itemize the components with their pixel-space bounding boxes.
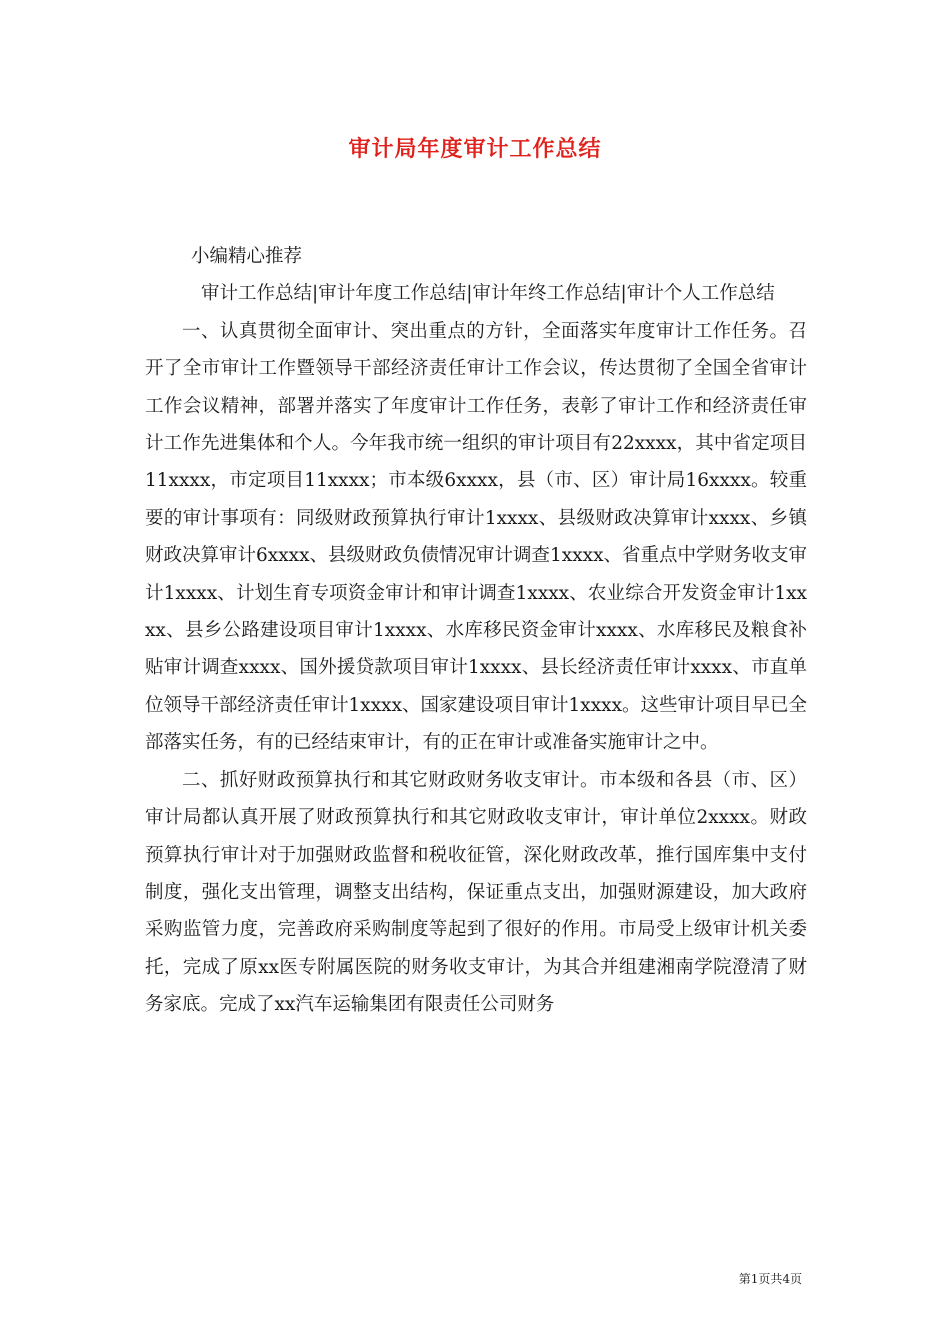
page-footer: 第1页共4页	[738, 1272, 802, 1286]
paragraph-1: 一、认真贯彻全面审计、突出重点的方针，全面落实年度审计工作任务。召开了全市审计工作暨领导干部经济责任审计工作会议，传达贯彻了全国全省审计工作会议精神，部署并落实了年度审计工作任务，表彰了审计工作和经济责任审计工作先进集体和个人。今年我市统一组织的审计项目有22xxxx，其中省定项目11xxxx，市定项目11xxxx；市本级6xxxx，县（市、区）审计局16xxxx。较重要的审计事项有：同级财政预算执行审计1xxxx、县级财政决算审计xxxx、乡镇财政决算审计6xxxx、县级财政负债情况审计调查1xxxx、省重点中学财务收支审计1xxxx、计划生育专项资金审计和审计调查1xxxx、农业综合开发资金审计1xxxx、县乡公路建设项目审计1xxxx、水库移民资金审计xxxx、水库移民及粮食补贴审计调查xxxx、国外援贷款项目审计1xxxx、县长经济责任审计xxxx、市直单位领导干部经济责任审计1xxxx、国家建设项目审计1xxxx。这些审计项目早已全部落实任务，有的已经结束审计，有的正在审计或准备实施审计之中。	[145, 320, 808, 754]
related-links[interactable]: 审计工作总结|审计年度工作总结|审计年终工作总结|审计个人工作总结	[201, 283, 775, 305]
document-title: 审计局年度审计工作总结	[348, 137, 602, 162]
recommend-label: 小编精心推荐	[191, 246, 303, 267]
document-body	[145, 238, 807, 1024]
paragraph-2: 二、抓好财政预算执行和其它财政财务收支审计。市本级和各县（市、区）审计局都认真开展了财政预算执行和其它财政收支审计，审计单位2xxxx。财政预算执行审计对于加强财政监督和税收征管，深化财政改革，推行国库集中支付制度，强化支出管理，调整支出结构，保证重点支出，加强财源建设，加大政府采购监管力度，完善政府采购制度等起到了很好的作用。市局受上级审计机关委托，完成了原xx医专附属医院的财务收支审计，为其合并组建湘南学院澄清了财务家底。完成了xx汽车运输集团有限责任公司财务	[145, 769, 807, 1016]
